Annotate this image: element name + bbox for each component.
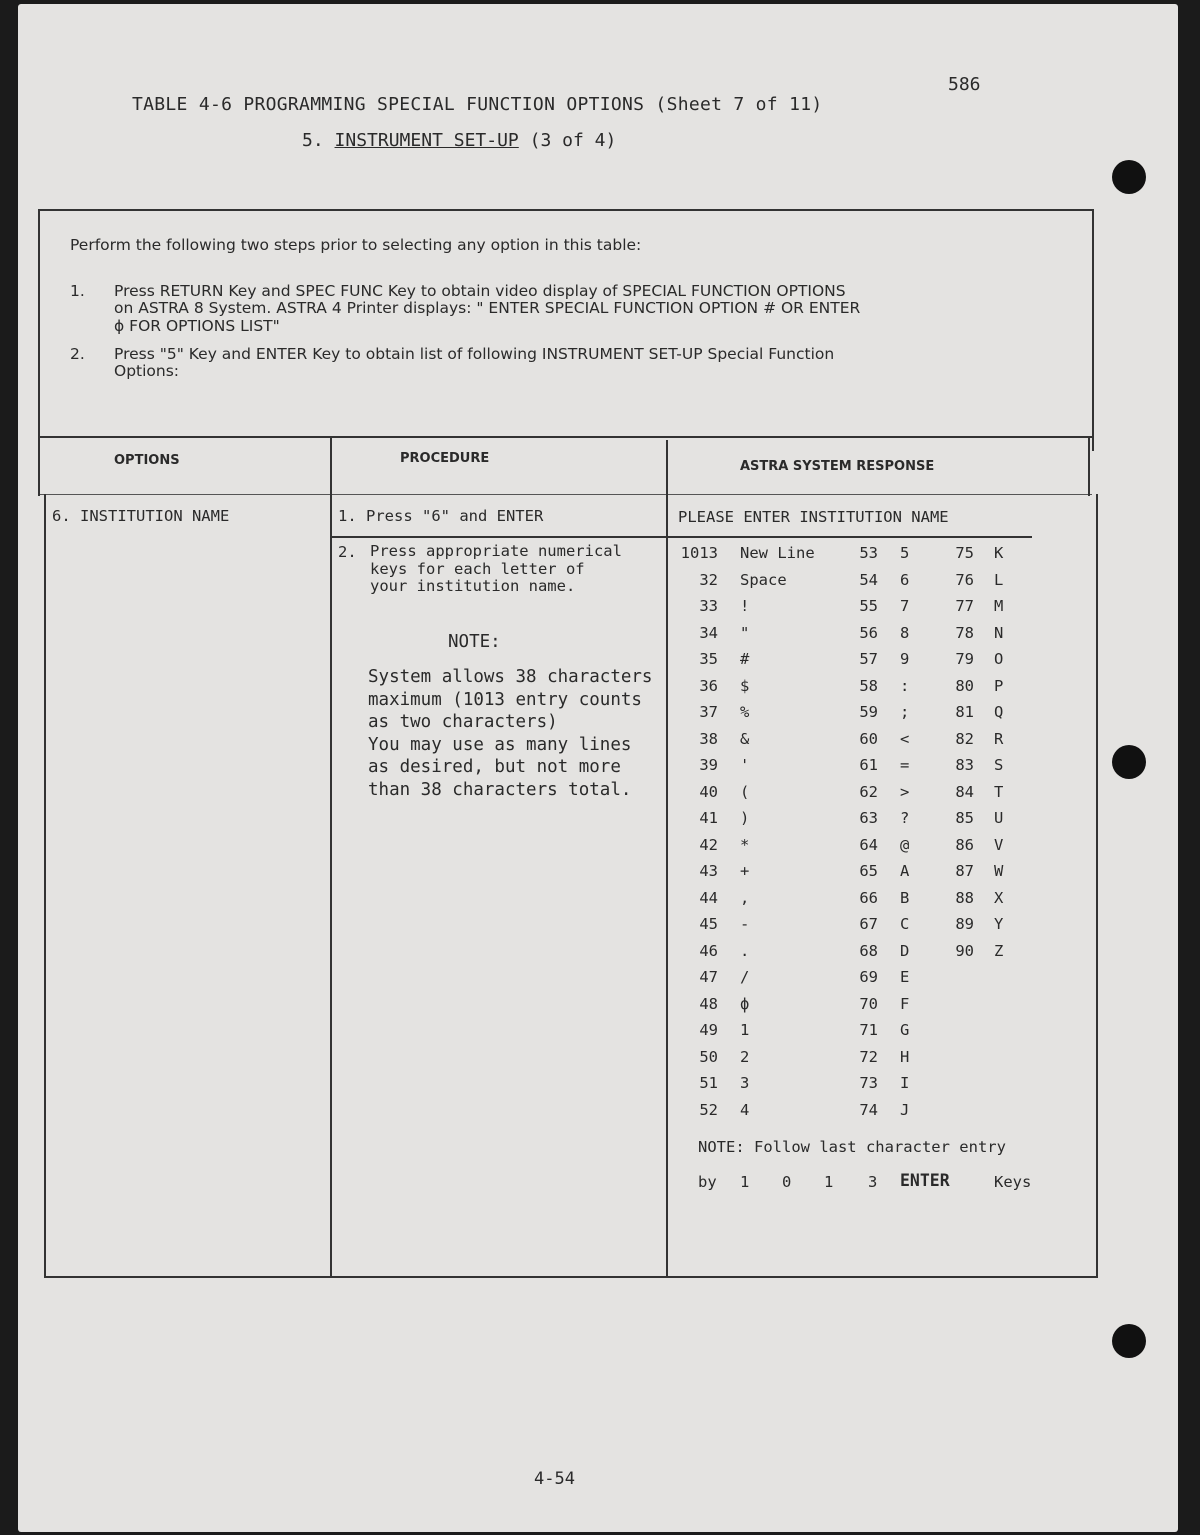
code-number: 33	[699, 597, 718, 615]
code-number: 39	[699, 756, 718, 774]
code-character: @	[900, 835, 910, 854]
code-character: New Line	[740, 544, 815, 562]
code-number: 60	[859, 729, 878, 748]
code-character: +	[740, 862, 750, 880]
code-number: 63	[859, 809, 878, 827]
intro-lead: Perform the following two steps prior to selecting any option in this table:	[70, 236, 642, 254]
code-number: 79	[955, 650, 974, 668]
note-line: System allows 38 characters	[368, 667, 653, 687]
code-number: 77	[955, 597, 974, 615]
table-bottom-rule	[44, 1276, 1098, 1278]
page-footer: 4-54	[534, 1469, 575, 1489]
step-line: Press "5" Key and ENTER Key to obtain list of following INSTRUMENT SET-UP Special Function	[114, 345, 835, 363]
code-character: G	[900, 1021, 910, 1039]
code-character: ϕ	[740, 994, 750, 1013]
key-digit: 0	[782, 1173, 792, 1191]
punch-hole	[1112, 1324, 1146, 1358]
table-border	[1088, 436, 1090, 496]
procedure-step-2-number: 2.	[338, 543, 357, 561]
code-number: 62	[859, 782, 878, 801]
code-number: 75	[955, 544, 974, 562]
key-digit: 1	[740, 1173, 750, 1191]
code-number: 88	[955, 888, 974, 907]
code-character: (	[740, 782, 750, 801]
procedure-line: your institution name.	[370, 577, 576, 595]
code-character: /	[740, 968, 750, 986]
code-character: F	[900, 994, 910, 1013]
code-character: C	[900, 915, 910, 933]
code-character: O	[994, 650, 1004, 668]
code-number: 32	[699, 570, 718, 589]
table-header-top-rule	[38, 436, 1092, 438]
document-page	[18, 4, 1178, 1532]
page-number: 586	[948, 74, 981, 95]
note-line: than 38 characters total.	[368, 779, 632, 800]
code-number: 51	[699, 1074, 718, 1092]
code-number: 56	[859, 623, 878, 642]
code-number: 52	[699, 1100, 718, 1119]
enter-key: ENTER	[900, 1171, 950, 1190]
code-character: )	[740, 809, 750, 827]
table-header-bottom-rule	[38, 494, 1092, 495]
note-line: as two characters)	[368, 712, 558, 732]
code-number: 54	[859, 570, 878, 589]
code-character: J	[900, 1100, 910, 1119]
code-number: 49	[699, 1021, 718, 1039]
code-number: 80	[955, 676, 974, 695]
code-number: 36	[699, 676, 718, 695]
code-character: Z	[994, 941, 1004, 960]
code-number: 45	[699, 915, 718, 933]
code-number: 66	[859, 888, 878, 907]
code-number: 50	[699, 1047, 718, 1066]
table-title: TABLE 4-6 PROGRAMMING SPECIAL FUNCTION OPTIONS (Sheet 7 of 11)	[132, 94, 823, 115]
code-number: 34	[699, 623, 718, 642]
code-character: ,	[740, 888, 750, 907]
row-divider	[332, 536, 1032, 538]
code-number: 65	[859, 862, 878, 880]
code-character: M	[994, 597, 1004, 615]
code-number: 1013	[680, 544, 718, 562]
code-character: .	[740, 941, 750, 960]
code-number: 76	[955, 570, 974, 589]
procedure-line: Press appropriate numerical	[370, 542, 622, 560]
code-character: $	[740, 676, 750, 695]
procedure-step-2-text	[370, 543, 622, 596]
code-character: >	[900, 782, 910, 801]
section-number: 5.	[302, 130, 324, 151]
key-digit: 1	[824, 1173, 834, 1191]
procedure-step-1: 1. Press "6" and ENTER	[338, 507, 544, 525]
code-character: 2	[740, 1047, 750, 1066]
final-note-keys: Keys	[994, 1173, 1032, 1191]
code-character: %	[740, 703, 750, 721]
code-number: 61	[859, 756, 878, 774]
code-character: 8	[900, 623, 910, 642]
code-number: 68	[859, 941, 878, 960]
code-character: '	[740, 756, 750, 774]
header-options: OPTIONS	[114, 453, 180, 468]
code-character: !	[740, 597, 750, 615]
code-number: 74	[859, 1100, 878, 1119]
response-message: PLEASE ENTER INSTITUTION NAME	[678, 508, 949, 526]
code-character: "	[740, 623, 750, 642]
code-character: R	[994, 729, 1004, 748]
code-number: 87	[955, 862, 974, 880]
code-character: :	[900, 676, 910, 695]
code-number: 42	[699, 835, 718, 854]
code-number: 41	[699, 809, 718, 827]
code-character: K	[994, 544, 1004, 562]
final-note-line-1: NOTE: Follow last character entry	[698, 1138, 1006, 1156]
code-character: Space	[740, 570, 787, 589]
code-character: 7	[900, 597, 910, 615]
note-line: You may use as many lines	[368, 734, 632, 755]
code-character: I	[900, 1074, 910, 1092]
code-number: 46	[699, 941, 718, 960]
code-character: S	[994, 756, 1004, 774]
code-character: <	[900, 729, 910, 748]
code-character: =	[900, 756, 910, 774]
code-number: 37	[699, 703, 718, 721]
section-part: (3 of 4)	[529, 130, 617, 151]
code-character: 4	[740, 1100, 750, 1119]
code-character: P	[994, 676, 1004, 695]
code-number: 90	[955, 941, 974, 960]
note-text	[368, 666, 652, 801]
code-character: E	[900, 968, 910, 986]
code-number: 70	[859, 994, 878, 1013]
code-character: 1	[740, 1021, 750, 1039]
code-character: T	[994, 782, 1004, 801]
code-character: D	[900, 941, 910, 960]
punch-hole	[1112, 745, 1146, 779]
code-number: 72	[859, 1047, 878, 1066]
code-character: -	[740, 915, 750, 933]
code-number: 78	[955, 623, 974, 642]
code-character: 3	[740, 1074, 750, 1092]
code-number: 55	[859, 597, 878, 615]
code-number: 58	[859, 676, 878, 695]
section-name: INSTRUMENT SET-UP	[334, 130, 519, 151]
code-number: 47	[699, 968, 718, 986]
step-line: Options:	[114, 362, 180, 380]
code-number: 38	[699, 729, 718, 748]
header-response: ASTRA SYSTEM RESPONSE	[740, 459, 935, 474]
code-character: ?	[900, 809, 910, 827]
step-line: Press RETURN Key and SPEC FUNC Key to obtain video display of SPECIAL FUNCTION OPTIONS	[114, 282, 846, 300]
section-subtitle	[302, 130, 616, 151]
code-number: 40	[699, 782, 718, 801]
code-character: *	[740, 835, 750, 854]
code-number: 53	[859, 544, 878, 562]
code-number: 48	[699, 994, 718, 1013]
code-number: 82	[955, 729, 974, 748]
punch-hole	[1112, 160, 1146, 194]
table-border	[44, 494, 46, 1276]
note-heading: NOTE:	[448, 632, 501, 652]
code-character: U	[994, 809, 1004, 827]
note-line: as desired, but not more	[368, 757, 621, 777]
step-number: 1.	[70, 282, 85, 300]
step-number: 2.	[70, 345, 85, 363]
code-character: 5	[900, 544, 910, 562]
code-number: 67	[859, 915, 878, 933]
step-line: on ASTRA 8 System. ASTRA 4 Printer displays: " ENTER SPECIAL FUNCTION OPTION # OR ENTER	[114, 299, 861, 317]
column-divider	[330, 436, 332, 1276]
code-character: L	[994, 570, 1004, 589]
code-number: 59	[859, 703, 878, 721]
note-line: maximum (1013 entry counts	[368, 689, 642, 710]
code-character: 6	[900, 570, 910, 589]
final-note-by: by	[698, 1173, 717, 1191]
code-character: 9	[900, 650, 910, 668]
code-number: 57	[859, 650, 878, 668]
code-character: &	[740, 729, 750, 748]
code-number: 81	[955, 703, 974, 721]
code-number: 64	[859, 835, 878, 854]
code-number: 71	[859, 1021, 878, 1039]
code-character: V	[994, 835, 1004, 854]
code-number: 85	[955, 809, 974, 827]
code-character: X	[994, 888, 1004, 907]
code-number: 44	[699, 888, 718, 907]
code-number: 35	[699, 650, 718, 668]
code-character: Q	[994, 703, 1004, 721]
code-character: Y	[994, 915, 1004, 933]
header-procedure: PROCEDURE	[400, 451, 490, 466]
procedure-line: keys for each letter of	[370, 559, 585, 578]
code-number: 86	[955, 835, 974, 854]
code-character: H	[900, 1047, 910, 1066]
code-character: #	[740, 650, 750, 668]
code-number: 89	[955, 915, 974, 933]
code-character: B	[900, 888, 910, 907]
table-border	[1096, 494, 1098, 1276]
step-line: ϕ FOR OPTIONS LIST"	[114, 317, 280, 335]
code-number: 43	[699, 862, 718, 880]
code-character: N	[994, 623, 1004, 642]
code-number: 73	[859, 1074, 878, 1092]
key-digit: 3	[868, 1173, 878, 1191]
code-character: ;	[900, 703, 910, 721]
column-divider	[666, 440, 668, 1276]
code-number: 84	[955, 782, 974, 801]
code-number: 83	[955, 756, 974, 774]
code-number: 69	[859, 968, 878, 986]
code-character: A	[900, 862, 910, 880]
option-name: 6. INSTITUTION NAME	[52, 507, 230, 525]
code-character: W	[994, 862, 1004, 880]
table-border	[38, 436, 40, 496]
